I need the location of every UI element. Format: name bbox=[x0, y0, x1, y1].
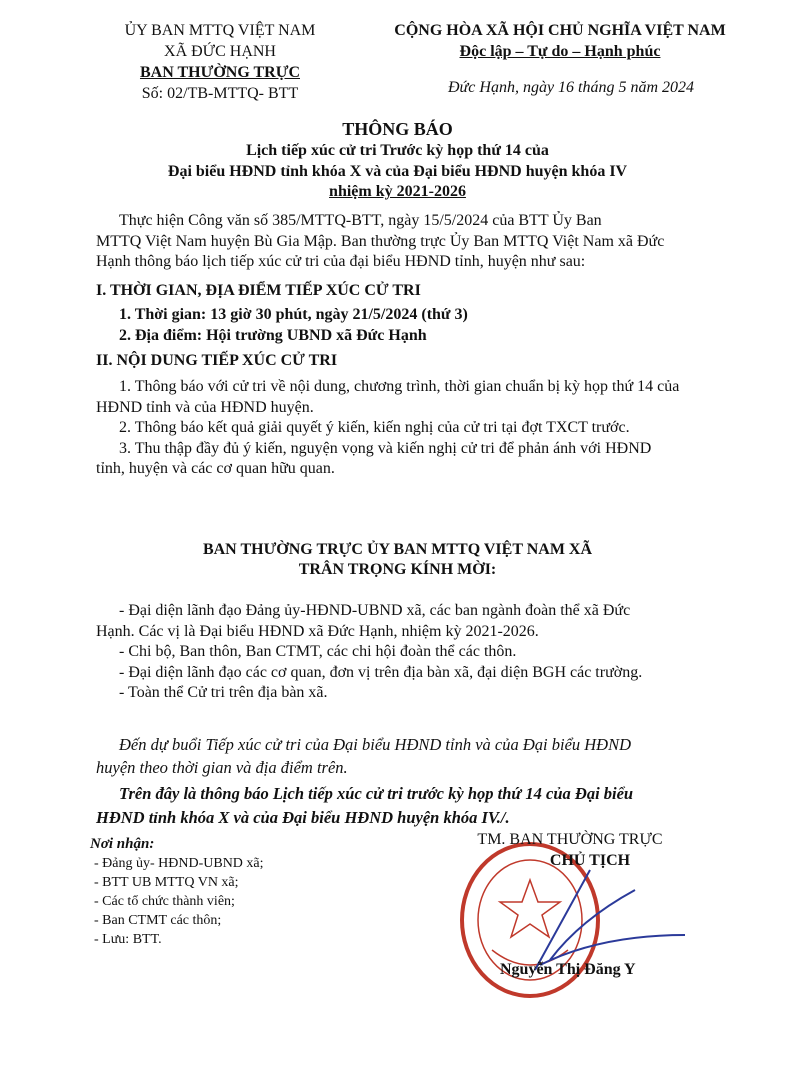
signature-block bbox=[440, 829, 700, 871]
recipient: - Ban CTMT các thôn; bbox=[94, 913, 222, 928]
recipient: - Đảng ủy- HĐND-UBND xã; bbox=[94, 856, 264, 871]
section1-items bbox=[119, 305, 468, 346]
invitee: - Đại diện lãnh đạo Đảng ủy-HĐND-UBND xã, các ban ngành đoàn thể xã Đức bbox=[119, 602, 631, 619]
section2-content bbox=[96, 377, 679, 480]
country-name: CỘNG HÒA XÃ HỘI CHỦ NGHĨA VIỆT NAM bbox=[394, 22, 726, 39]
recipient: - BTT UB MTTQ VN xã; bbox=[94, 875, 239, 890]
intro-line: Thực hiện Công văn số 385/MTTQ-BTT, ngày 15/5/2024 của BTT Ủy Ban bbox=[119, 212, 602, 229]
issuer-block bbox=[95, 20, 345, 104]
signer-title: TM. BAN THƯỜNG TRỰC bbox=[477, 831, 663, 848]
issuer-org: ỦY BAN MTTQ VIỆT NAM bbox=[124, 22, 316, 39]
closing-line: huyện theo thời gian và địa điểm trên. bbox=[96, 758, 348, 777]
recipient: - Lưu: BTT. bbox=[94, 932, 162, 947]
closing-line: Trên đây là thông báo Lịch tiếp xúc cử tri trước kỳ họp thứ 14 của Đại biểu bbox=[119, 784, 634, 803]
closing-summary bbox=[96, 782, 633, 830]
signer-name: Nguyễn Thị Đăng Y bbox=[500, 961, 636, 978]
doc-number: Số: 02/TB-MTTQ- BTT bbox=[141, 85, 299, 102]
signer-role: CHỦ TỊCH bbox=[549, 852, 631, 869]
content-line: 3. Thu thập đầy đủ ý kiến, nguyện vọng và kiến nghị cử tri để phản ánh với HĐND bbox=[119, 439, 652, 457]
location-item: 2. Địa điểm: Hội trường UBND xã Đức Hạnh bbox=[119, 326, 427, 344]
invitee: - Đại diện lãnh đạo các cơ quan, đơn vị trên địa bàn xã, đại diện BGH các trường. bbox=[119, 663, 643, 681]
recipients bbox=[90, 835, 264, 949]
issuer-board: BAN THƯỜNG TRỰC bbox=[139, 64, 300, 81]
content-line: 1. Thông báo với cử tri về nội dung, chương trình, thời gian chuẩn bị kỳ họp thứ 14 của bbox=[119, 378, 680, 395]
subtitle-line: nhiệm kỳ 2021-2026 bbox=[329, 183, 466, 200]
section1-heading: I. THỜI GIAN, ĐỊA ĐIỂM TIẾP XÚC CỬ TRI bbox=[96, 282, 421, 299]
closing-line: HĐND tỉnh khóa X và của Đại biểu HĐND huyện khóa IV./. bbox=[96, 808, 510, 827]
intro bbox=[96, 211, 664, 273]
recipient: - Các tổ chức thành viên; bbox=[94, 894, 235, 909]
invite-heading-line: TRÂN TRỌNG KÍNH MỜI: bbox=[298, 561, 497, 578]
signature-scribble bbox=[535, 870, 685, 970]
time-item: 1. Thời gian: 13 giờ 30 phút, ngày 21/5/2024 (thứ 3) bbox=[119, 306, 468, 323]
subtitle-line: Lịch tiếp xúc cử tri Trước kỳ họp thứ 14 của bbox=[246, 142, 549, 159]
intro-line: Hạnh thông báo lịch tiếp xúc cử tri của đại biểu HĐND tỉnh, huyện như sau: bbox=[96, 253, 586, 270]
doc-date: Đức Hạnh, ngày 16 tháng 5 năm 2024 bbox=[448, 79, 695, 96]
title-block bbox=[0, 117, 795, 203]
invite-heading-line: BAN THƯỜNG TRỰC ỦY BAN MTTQ VIỆT NAM XÃ bbox=[202, 541, 593, 558]
national-motto bbox=[360, 20, 760, 62]
content-line: tỉnh, huyện và các cơ quan hữu quan. bbox=[96, 460, 335, 477]
closing-line: Đến dự buổi Tiếp xúc cử tri của Đại biểu HĐND tỉnh và của Đại biểu HĐND bbox=[119, 735, 632, 754]
invitee: - Toàn thể Cử tri trên địa bàn xã. bbox=[119, 684, 328, 701]
invite-heading bbox=[0, 540, 795, 580]
subtitle-line: Đại biểu HĐND tỉnh khóa X và của Đại biểu HĐND huyện khóa IV bbox=[167, 162, 628, 180]
issuer-commune: XÃ ĐỨC HẠNH bbox=[164, 43, 276, 60]
doc-title: THÔNG BÁO bbox=[342, 119, 453, 139]
recipients-label: Nơi nhận: bbox=[90, 836, 155, 852]
content-line: 2. Thông báo kết quả giải quyết ý kiến, kiến nghị của cử tri tại đợt TXCT trước. bbox=[119, 419, 630, 436]
invitee: - Chi bộ, Ban thôn, Ban CTMT, các chi hội đoàn thể các thôn. bbox=[119, 643, 517, 660]
motto: Độc lập – Tự do – Hạnh phúc bbox=[459, 43, 661, 60]
section2-heading: II. NỘI DUNG TIẾP XÚC CỬ TRI bbox=[96, 352, 338, 369]
closing-invite bbox=[96, 733, 631, 779]
intro-line: MTTQ Việt Nam huyện Bù Gia Mập. Ban thường trực Ủy Ban MTTQ Việt Nam xã Đức bbox=[96, 232, 665, 250]
content-line: HĐND tỉnh và của HĐND huyện. bbox=[96, 398, 314, 416]
invitee: Hạnh. Các vị là Đại biểu HĐND xã Đức Hạnh, nhiệm kỳ 2021-2026. bbox=[96, 622, 539, 640]
invite-list bbox=[96, 601, 642, 704]
